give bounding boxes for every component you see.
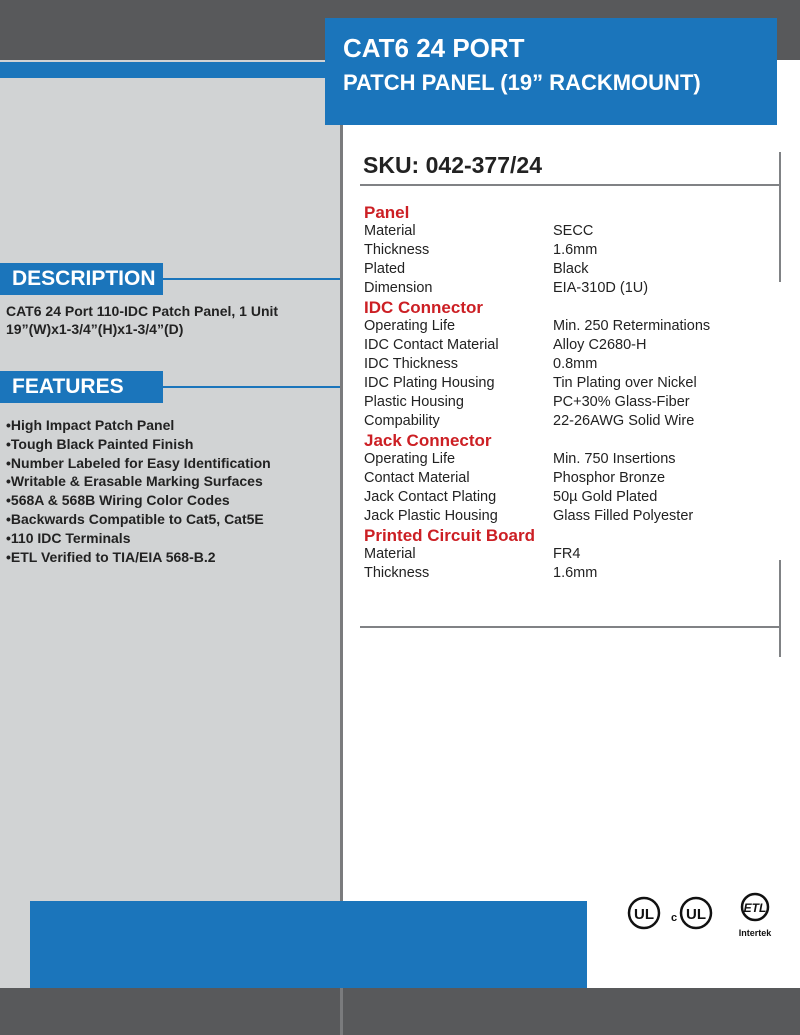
feature-item: • 110 IDC Terminals bbox=[6, 529, 336, 548]
spec-row bbox=[364, 241, 764, 260]
sku-label: SKU: 042-377/24 bbox=[363, 152, 542, 178]
spec-key: Dimension bbox=[364, 280, 433, 296]
features-heading-rule bbox=[163, 386, 340, 388]
spec-row bbox=[364, 412, 764, 431]
title-line-2: PATCH PANEL (19” RACKMOUNT) bbox=[343, 70, 701, 95]
spec-value: 1.6mm bbox=[553, 565, 598, 581]
bottom-gray-band bbox=[0, 988, 800, 1035]
etl-intertek-logo-icon bbox=[739, 894, 773, 938]
feature-item: • Writable & Erasable Marking Surfaces bbox=[6, 472, 336, 491]
spec-value: Min. 750 Insertions bbox=[553, 451, 676, 467]
etl-logo-text: ETL bbox=[743, 901, 767, 915]
spec-frame-right-top bbox=[779, 152, 781, 282]
spec-key: Plated bbox=[364, 261, 406, 277]
description-line-2: 19”(W)x1-3/4”(H)x1-3/4”(D) bbox=[6, 321, 184, 337]
feature-item: • Number Labeled for Easy Identification bbox=[6, 454, 336, 473]
feature-item: • Tough Black Painted Finish bbox=[6, 435, 336, 454]
feature-item: • ETL Verified to TIA/EIA 568-B.2 bbox=[6, 548, 336, 567]
spec-key: Thickness bbox=[364, 242, 430, 258]
ul-logo-text: UL bbox=[634, 906, 654, 923]
spec-key: Plastic Housing bbox=[364, 394, 464, 410]
spec-bottom-rule bbox=[360, 626, 780, 628]
certification-logos bbox=[625, 885, 785, 945]
spec-value: 1.6mm bbox=[553, 242, 598, 258]
title-banner bbox=[325, 18, 777, 125]
spec-row bbox=[364, 279, 764, 298]
feature-item: • High Impact Patch Panel bbox=[6, 416, 336, 435]
spec-key: Compability bbox=[364, 413, 440, 429]
spec-value: Tin Plating over Nickel bbox=[553, 375, 697, 391]
spec-key: Material bbox=[364, 223, 416, 239]
spec-value: SECC bbox=[553, 223, 594, 239]
cul-logo-text: UL bbox=[686, 906, 706, 923]
cul-prefix-text: c bbox=[671, 912, 678, 924]
description-line-1: CAT6 24 Port 110-IDC Patch Panel, 1 Unit bbox=[6, 303, 279, 319]
spec-row bbox=[364, 564, 764, 583]
spec-value: Glass Filled Polyester bbox=[553, 508, 694, 524]
footer-blue-block bbox=[30, 901, 587, 988]
spec-value: 50µ Gold Plated bbox=[553, 489, 658, 505]
feature-item: • 568A & 568B Wiring Color Codes bbox=[6, 491, 336, 510]
spec-group-title-idc: IDC Connector bbox=[364, 298, 483, 317]
spec-row bbox=[364, 507, 764, 526]
spec-value: FR4 bbox=[553, 546, 581, 562]
spec-row bbox=[364, 393, 764, 412]
spec-group-title-panel: Panel bbox=[364, 203, 410, 222]
ul-logo-icon bbox=[629, 898, 659, 928]
spec-row bbox=[364, 336, 764, 355]
spec-key: Operating Life bbox=[364, 451, 456, 467]
spec-row bbox=[364, 355, 764, 374]
spec-key: IDC Contact Material bbox=[364, 337, 499, 353]
spec-value: 0.8mm bbox=[553, 356, 598, 372]
spec-group-title-jack: Jack Connector bbox=[364, 431, 492, 450]
spec-key: Operating Life bbox=[364, 318, 456, 334]
cul-logo-icon bbox=[671, 898, 711, 928]
features-list bbox=[6, 416, 336, 566]
spec-key: Contact Material bbox=[364, 470, 470, 486]
spec-key: IDC Plating Housing bbox=[364, 375, 495, 391]
spec-group-title-pcb: Printed Circuit Board bbox=[364, 526, 535, 545]
column-divider bbox=[340, 60, 343, 1035]
description-text bbox=[6, 302, 336, 338]
spec-value: Min. 250 Reterminations bbox=[553, 318, 711, 334]
spec-value: 22-26AWG Solid Wire bbox=[553, 413, 695, 429]
description-heading-rule bbox=[163, 278, 340, 280]
spec-row bbox=[364, 469, 764, 488]
spec-row bbox=[364, 260, 764, 279]
spec-row bbox=[364, 222, 764, 241]
spec-row bbox=[364, 488, 764, 507]
sku-rule bbox=[360, 184, 780, 186]
spec-row bbox=[364, 317, 764, 336]
header-accent-stripe bbox=[0, 62, 345, 78]
spec-key: Thickness bbox=[364, 565, 430, 581]
spec-value: PC+30% Glass-Fiber bbox=[553, 394, 690, 410]
spec-value: Alloy C2680-H bbox=[553, 337, 647, 353]
intertek-logo-text: Intertek bbox=[738, 928, 772, 938]
spec-key: Material bbox=[364, 546, 416, 562]
spec-table bbox=[364, 203, 764, 583]
spec-key: Jack Contact Plating bbox=[364, 489, 497, 505]
feature-item: • Backwards Compatible to Cat5, Cat5E bbox=[6, 510, 336, 529]
spec-value: EIA-310D (1U) bbox=[553, 280, 649, 296]
title-line-1: CAT6 24 PORT bbox=[343, 33, 525, 63]
spec-frame-right-bottom bbox=[779, 560, 781, 657]
spec-row bbox=[364, 374, 764, 393]
features-heading: FEATURES bbox=[0, 371, 163, 403]
spec-value: Phosphor Bronze bbox=[553, 470, 666, 486]
spec-key: IDC Thickness bbox=[364, 356, 459, 372]
spec-key: Jack Plastic Housing bbox=[364, 508, 498, 524]
spec-value: Black bbox=[553, 261, 589, 277]
description-heading: DESCRIPTION bbox=[0, 263, 163, 295]
spec-row bbox=[364, 545, 764, 564]
spec-row bbox=[364, 450, 764, 469]
